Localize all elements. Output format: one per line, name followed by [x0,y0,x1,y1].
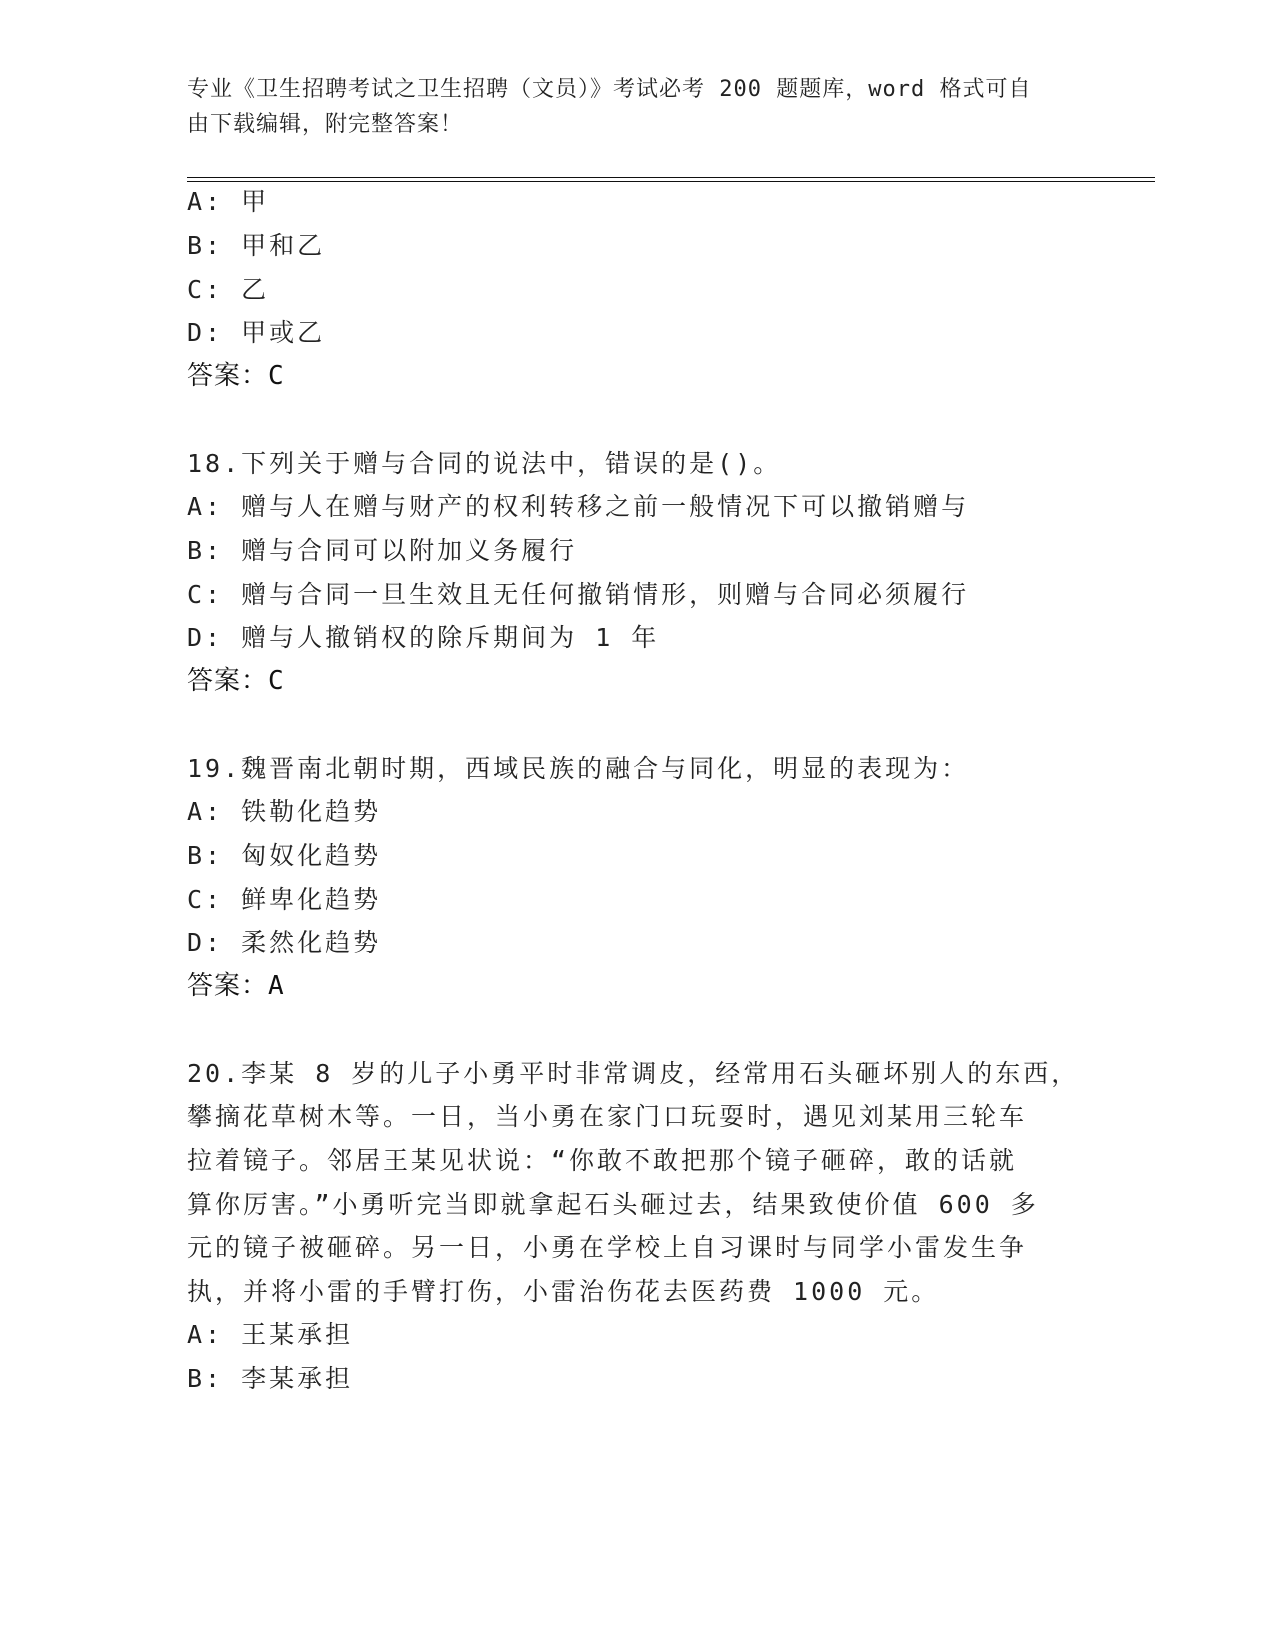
header-divider [187,177,1155,182]
q17-option-d: D: 甲或乙 [187,318,326,347]
header-line-1: 专业《卫生招聘考试之卫生招聘（文员）》考试必考 200 题题库，word 格式可自 [187,77,1032,102]
document-header [187,72,1067,142]
q17-option-b: B: 甲和乙 [187,231,326,260]
q18-question: 18.下列关于赠与合同的说法中，错误的是()。 [187,449,782,478]
q19-option-a: A: 铁勒化趋势 [187,797,382,826]
q20-question-line-5: 元的镜子被砸碎。另一日，小勇在学校上自习课时与同学小雷发生争 [187,1233,1028,1262]
q20-question-line-4: 算你厉害。”小勇听完当即就拿起石头砸过去，结果致使价值 600 多 [187,1190,1039,1219]
header-line-2: 由下载编辑，附完整答案！ [187,112,464,137]
q20-option-b: B: 李某承担 [187,1364,354,1393]
q18-option-d: D: 赠与人撤销权的除斥期间为 1 年 [187,623,660,652]
q19-option-d: D: 柔然化趋势 [187,928,382,957]
q18-answer-value: C [268,666,285,696]
q20-question-line-2: 攀摘花草树木等。一日，当小勇在家门口玩耍时，遇见刘某用三轮车 [187,1102,1028,1131]
q18-option-c: C: 赠与合同一旦生效且无任何撤销情形，则赠与合同必须履行 [187,580,970,609]
q19-question: 19.魏晋南北朝时期，西域民族的融合与同化，明显的表现为： [187,754,970,783]
q20-question-line-6: 执，并将小雷的手臂打伤，小雷治伤花去医药费 1000 元。 [187,1277,940,1306]
q17-answer [187,361,285,391]
q17-answer-label: 答案： [187,361,269,391]
q17-answer-value: C [268,361,285,391]
q18-option-a: A: 赠与人在赠与财产的权利转移之前一般情况下可以撤销赠与 [187,492,970,521]
q19-answer [187,971,285,1001]
q18-answer [187,666,285,696]
q20-option-a: A: 王某承担 [187,1320,354,1349]
q20-question-line-1: 20.李某 8 岁的儿子小勇平时非常调皮，经常用石头砸坏别人的东西， [187,1059,1080,1088]
q20-question-line-3: 拉着镜子。邻居王某见状说：“你敢不敢把那个镜子砸碎，敢的话就 [187,1146,1018,1175]
q19-answer-value: A [268,971,285,1001]
q18-answer-label: 答案： [187,666,269,696]
q19-option-c: C: 鲜卑化趋势 [187,885,382,914]
q17-option-a: A: 甲 [187,187,270,216]
q18-option-b: B: 赠与合同可以附加义务履行 [187,536,578,565]
q17-option-c: C: 乙 [187,275,270,304]
q19-answer-label: 答案： [187,971,269,1001]
q19-option-b: B: 匈奴化趋势 [187,841,382,870]
